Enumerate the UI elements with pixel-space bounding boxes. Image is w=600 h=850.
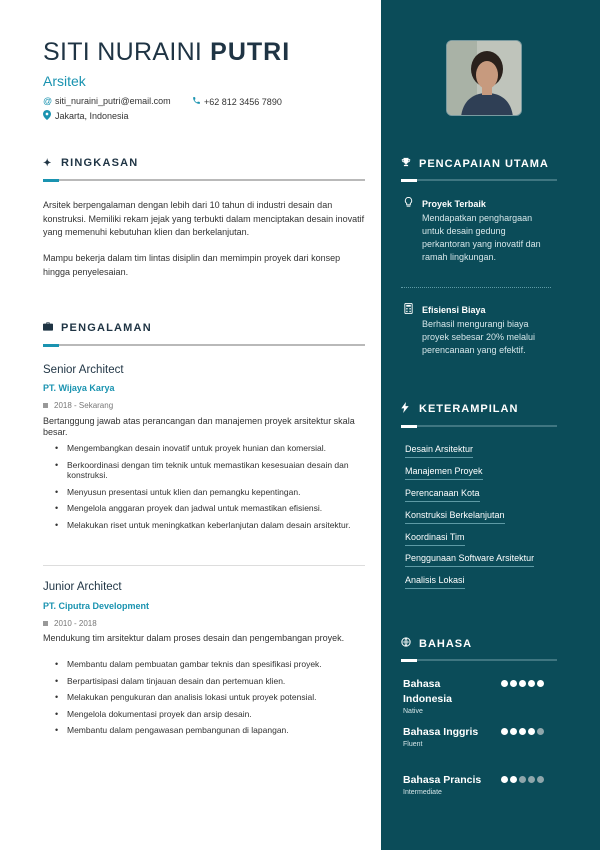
rating-dot-filled (501, 728, 508, 735)
job-bullets (55, 659, 365, 742)
calculator-icon (404, 303, 422, 316)
language-level: Native (403, 708, 423, 715)
section-divider (43, 344, 365, 346)
language-level: Intermediate (403, 789, 442, 796)
company-name: PT. Ciputra Development (43, 601, 150, 611)
experience-section-header (43, 322, 365, 346)
rating-dot-filled (519, 728, 526, 735)
list-item: • Berpartisipasi dalam tinjauan desain dan pertemuan klien. (55, 676, 365, 687)
job-description: Bertanggung jawab atas perancangan dan manajemen proyek arsitektur skala besar. (43, 416, 355, 437)
list-item: • Melakukan riset untuk meningkatkan keberlanjutan dalam desain arsitektur. (55, 520, 365, 531)
achievements-section-header (401, 157, 557, 181)
section-divider (43, 179, 365, 181)
map-pin-icon (43, 110, 55, 122)
skill-tag: Penggunaan Software Arsitektur (405, 553, 534, 567)
list-item: • Melakukan pengukuran dan analisis lokasi untuk proyek potensial. (55, 692, 365, 703)
trophy-icon (401, 157, 419, 170)
summary-paragraph-2: Mampu bekerja dalam tim lintas disiplin dan memimpin proyek dari konsep hingga penyelesaian. (43, 253, 341, 277)
job-title: Senior Architect (43, 364, 124, 376)
section-divider (401, 659, 557, 661)
skill-tag: Manajemen Proyek (405, 466, 483, 480)
achievement-title: Proyek Terbaik (422, 198, 486, 209)
section-divider (401, 425, 557, 427)
contact-email[interactable] (43, 96, 171, 106)
achievement-item (404, 303, 554, 357)
language-rating (501, 680, 546, 687)
skill-tag: Desain Arsitektur (405, 444, 473, 458)
globe-icon (401, 637, 419, 650)
language-item (403, 773, 553, 796)
sidebar-edge (377, 0, 381, 850)
lightbulb-icon (404, 197, 422, 210)
achievement-item (404, 197, 554, 264)
lightning-icon (401, 402, 419, 416)
list-item: • Membantu dalam pengawasan pembangunan di lapangan. (55, 725, 365, 736)
experience-title: PENGALAMAN (61, 322, 152, 334)
calendar-icon (43, 621, 48, 626)
list-item: • Mengembangkan desain inovatif untuk proyek hunian dan komersial. (55, 443, 365, 454)
dates-text: 2018 - Sekarang (54, 401, 114, 410)
phone-icon (192, 96, 204, 107)
list-item: • Mengelola dokumentasi proyek dan arsip desain. (55, 709, 365, 720)
email-text: siti_nuraini_putri@email.com (55, 96, 171, 106)
job-dates (43, 619, 97, 628)
language-level: Fluent (403, 741, 423, 748)
language-item (403, 677, 553, 715)
summary-paragraph-1: Arsitek berpengalaman dengan lebih dari 10 tahun di industri desain dan konstruksi. Memiliki rekam jejak yang terbukti dalam menciptakan desain inovatif yang memenuhi kebutuhan klien dan berkelanjutan. (43, 200, 365, 237)
list-item: • Berkoordinasi dengan tim teknik untuk memastikan kesesuaian desain dan konstruksi. (55, 460, 365, 481)
sparkle-icon: ✦ (43, 157, 53, 169)
dates-text: 2010 - 2018 (54, 619, 97, 628)
list-item: • Membantu dalam pembuatan gambar teknis dan spesifikasi proyek. (55, 659, 365, 670)
job-dates (43, 401, 113, 410)
languages-section-header (401, 637, 557, 661)
language-name: Bahasa Prancis (403, 774, 482, 786)
rating-dot-filled (519, 680, 526, 687)
calendar-icon (43, 403, 48, 408)
company-name: PT. Wijaya Karya (43, 383, 115, 393)
at-icon: @ (43, 96, 53, 106)
rating-dot-filled (510, 680, 517, 687)
skills-section-header (401, 402, 557, 427)
job-title: Junior Architect (43, 581, 122, 593)
skill-tag: Analisis Lokasi (405, 575, 465, 589)
rating-dot-filled (537, 680, 544, 687)
rating-dot-empty (528, 776, 535, 783)
phone-text: +62 812 3456 7890 (204, 96, 282, 107)
contact-phone[interactable] (192, 96, 282, 107)
profile-photo (446, 40, 522, 116)
rating-dot-empty (537, 776, 544, 783)
job-role: Arsitek (43, 73, 86, 89)
summary-section-header (43, 157, 365, 181)
job-divider (43, 565, 365, 566)
rating-dot-empty (537, 728, 544, 735)
rating-dot-filled (501, 776, 508, 783)
language-rating (501, 728, 546, 735)
languages-title: BAHASA (419, 637, 473, 650)
briefcase-icon (43, 322, 61, 334)
location-text: Jakarta, Indonesia (55, 111, 129, 121)
skill-tag: Konstruksi Berkelanjutan (405, 510, 505, 524)
section-divider (401, 179, 557, 181)
achievement-description: Mendapatkan penghargaan untuk desain gedung perkantoran yang inovatif dan ramah lingkungan. (422, 213, 541, 262)
rating-dot-empty (519, 776, 526, 783)
full-name (43, 38, 290, 67)
achievements-title: PENCAPAIAN UTAMA (419, 157, 549, 170)
language-name: Bahasa Indonesia (403, 678, 453, 705)
rating-dot-filled (528, 728, 535, 735)
achievement-description: Berhasil mengurangi biaya proyek sebesar 20% melalui perencanaan yang efektif. (422, 319, 536, 355)
summary-title: RINGKASAN (61, 157, 139, 169)
language-rating (501, 776, 546, 783)
list-item: • Menyusun presentasi untuk klien dan pemangku kepentingan. (55, 487, 365, 498)
skills-title: KETERAMPILAN (419, 403, 519, 415)
rating-dot-filled (528, 680, 535, 687)
skill-tag: Perencanaan Kota (405, 488, 480, 502)
achievement-divider (401, 287, 551, 288)
contact-location (43, 110, 129, 122)
rating-dot-filled (510, 728, 517, 735)
language-name: Bahasa Inggris (403, 726, 479, 738)
first-name: SITI NURAINI (43, 38, 203, 66)
job-description: Mendukung tim arsitektur dalam proses desain dan pengembangan proyek. (43, 633, 345, 643)
rating-dot-filled (510, 776, 517, 783)
skill-tag: Koordinasi Tim (405, 532, 465, 546)
achievement-title: Efisiensi Biaya (422, 304, 486, 315)
job-bullets (55, 443, 365, 536)
list-item: • Mengelola anggaran proyek dan jadwal untuk memastikan efisiensi. (55, 503, 365, 514)
last-name: PUTRI (210, 38, 291, 66)
rating-dot-filled (501, 680, 508, 687)
language-item (403, 725, 553, 748)
